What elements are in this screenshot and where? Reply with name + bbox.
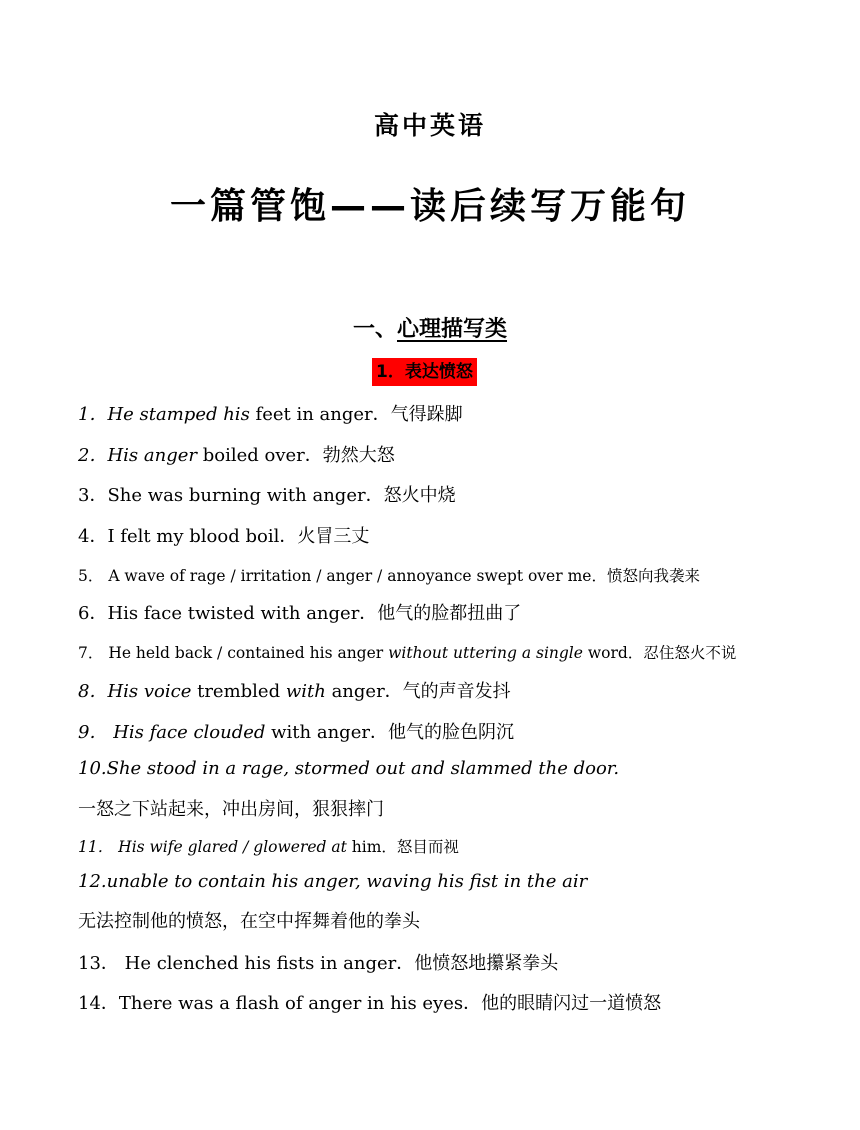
sentence-chinese: 他的眼睛闪过一道愤怒	[481, 993, 662, 1014]
sentence-number: 11．	[78, 838, 114, 856]
sentence-12-english	[78, 871, 587, 892]
sentence-english: A wave of rage / irritation / anger / annoyance swept over me．	[108, 567, 607, 585]
sentence-number: 2．	[78, 445, 108, 466]
sentence-5	[78, 564, 700, 586]
sentence-chinese: 他愤怒地攥紧拳头	[414, 953, 559, 974]
document-title: 一篇管饱——读后续写万能句	[169, 186, 690, 227]
sentence-4	[78, 522, 369, 548]
sentence-12-chinese: 无法控制他的愤怒，在空中挥舞着他的拳头	[78, 911, 420, 932]
sentence-6	[78, 599, 521, 625]
sentence-english: boiled over．	[196, 445, 323, 466]
sentence-7	[78, 641, 736, 663]
sentence-english-end: word．	[582, 644, 644, 662]
sentence-english: with anger．	[265, 722, 388, 743]
sentence-number: 7．	[78, 644, 104, 662]
sentence-9	[78, 718, 514, 744]
sentence-english: him．	[346, 838, 397, 856]
sentence-english: feet in anger．	[249, 404, 391, 425]
sentence-14	[78, 989, 661, 1015]
section-label: 心理描写类	[397, 317, 508, 342]
sentence-chinese: 怒火中烧	[383, 485, 456, 506]
sentence-number: 3．	[78, 485, 108, 506]
sentence-number: 5．	[78, 567, 104, 585]
sentence-english: His face twisted with anger．	[107, 603, 378, 624]
sentence-chinese: 气的声音发抖	[402, 681, 511, 702]
subsection-heading: 1．表达愤怒	[372, 358, 477, 386]
sentence-english: He clenched his fists in anger．	[124, 953, 415, 974]
sentence-english-end: anger．	[325, 681, 403, 702]
sentence-italic-part: He stamped his	[107, 404, 250, 425]
sentence-13	[78, 949, 558, 975]
sentence-chinese: 他气的脸色阴沉	[387, 722, 514, 743]
sentence-italic-part: 12.unable to contain his anger, waving his fist in the air	[78, 871, 588, 892]
sentence-10-chinese: 一怒之下站起来，冲出房间，狠狠摔门	[78, 799, 384, 820]
section-heading	[0, 312, 860, 343]
sentence-number: 9．	[78, 722, 108, 743]
sentence-10-english	[78, 758, 619, 779]
sentence-number: 8．	[78, 681, 108, 702]
sentence-english: She was burning with anger．	[107, 485, 384, 506]
sentence-italic-part: His face clouded	[113, 722, 266, 743]
sentence-1	[78, 400, 463, 426]
sentence-italic-part: without uttering a single	[388, 644, 583, 662]
sentence-number: 13．	[78, 953, 119, 974]
sentence-chinese: 他气的脸都扭曲了	[377, 603, 522, 624]
sentence-number: 6．	[78, 603, 108, 624]
sentence-italic-part: His anger	[107, 445, 197, 466]
sentence-english: He held back / contained his anger	[108, 644, 389, 662]
sentence-english: I felt my blood boil．	[107, 526, 298, 547]
sentence-number: 4．	[78, 526, 108, 547]
subject-heading: 高中英语	[373, 111, 486, 140]
sentence-italic-part: His wife glared / glowered at	[118, 838, 347, 856]
sentence-chinese: 气得跺脚	[390, 404, 463, 425]
sentence-2	[78, 441, 395, 467]
sentence-number: 1．	[78, 404, 108, 425]
sentence-italic-part: His voice	[107, 681, 192, 702]
sentence-chinese: 勃然大怒	[322, 445, 395, 466]
sentence-chinese: 怒目而视	[396, 838, 459, 856]
sentence-chinese: 愤怒向我袭来	[606, 567, 700, 585]
sentence-chinese: 忍住怒火不说	[643, 644, 737, 662]
sentence-italic-part: 10.She stood in a rage, stormed out and slammed the door.	[78, 758, 620, 779]
sentence-italic-part-2: with	[285, 681, 326, 702]
sentence-english: There was a flash of anger in his eyes．	[118, 993, 482, 1014]
section-number: 一、	[352, 317, 397, 342]
sentence-8	[78, 677, 511, 703]
sentence-number: 14．	[78, 993, 119, 1014]
sentence-english: trembled	[191, 681, 286, 702]
sentence-11	[78, 835, 459, 857]
sentence-chinese: 火冒三丈	[297, 526, 370, 547]
sentence-3	[78, 481, 456, 507]
